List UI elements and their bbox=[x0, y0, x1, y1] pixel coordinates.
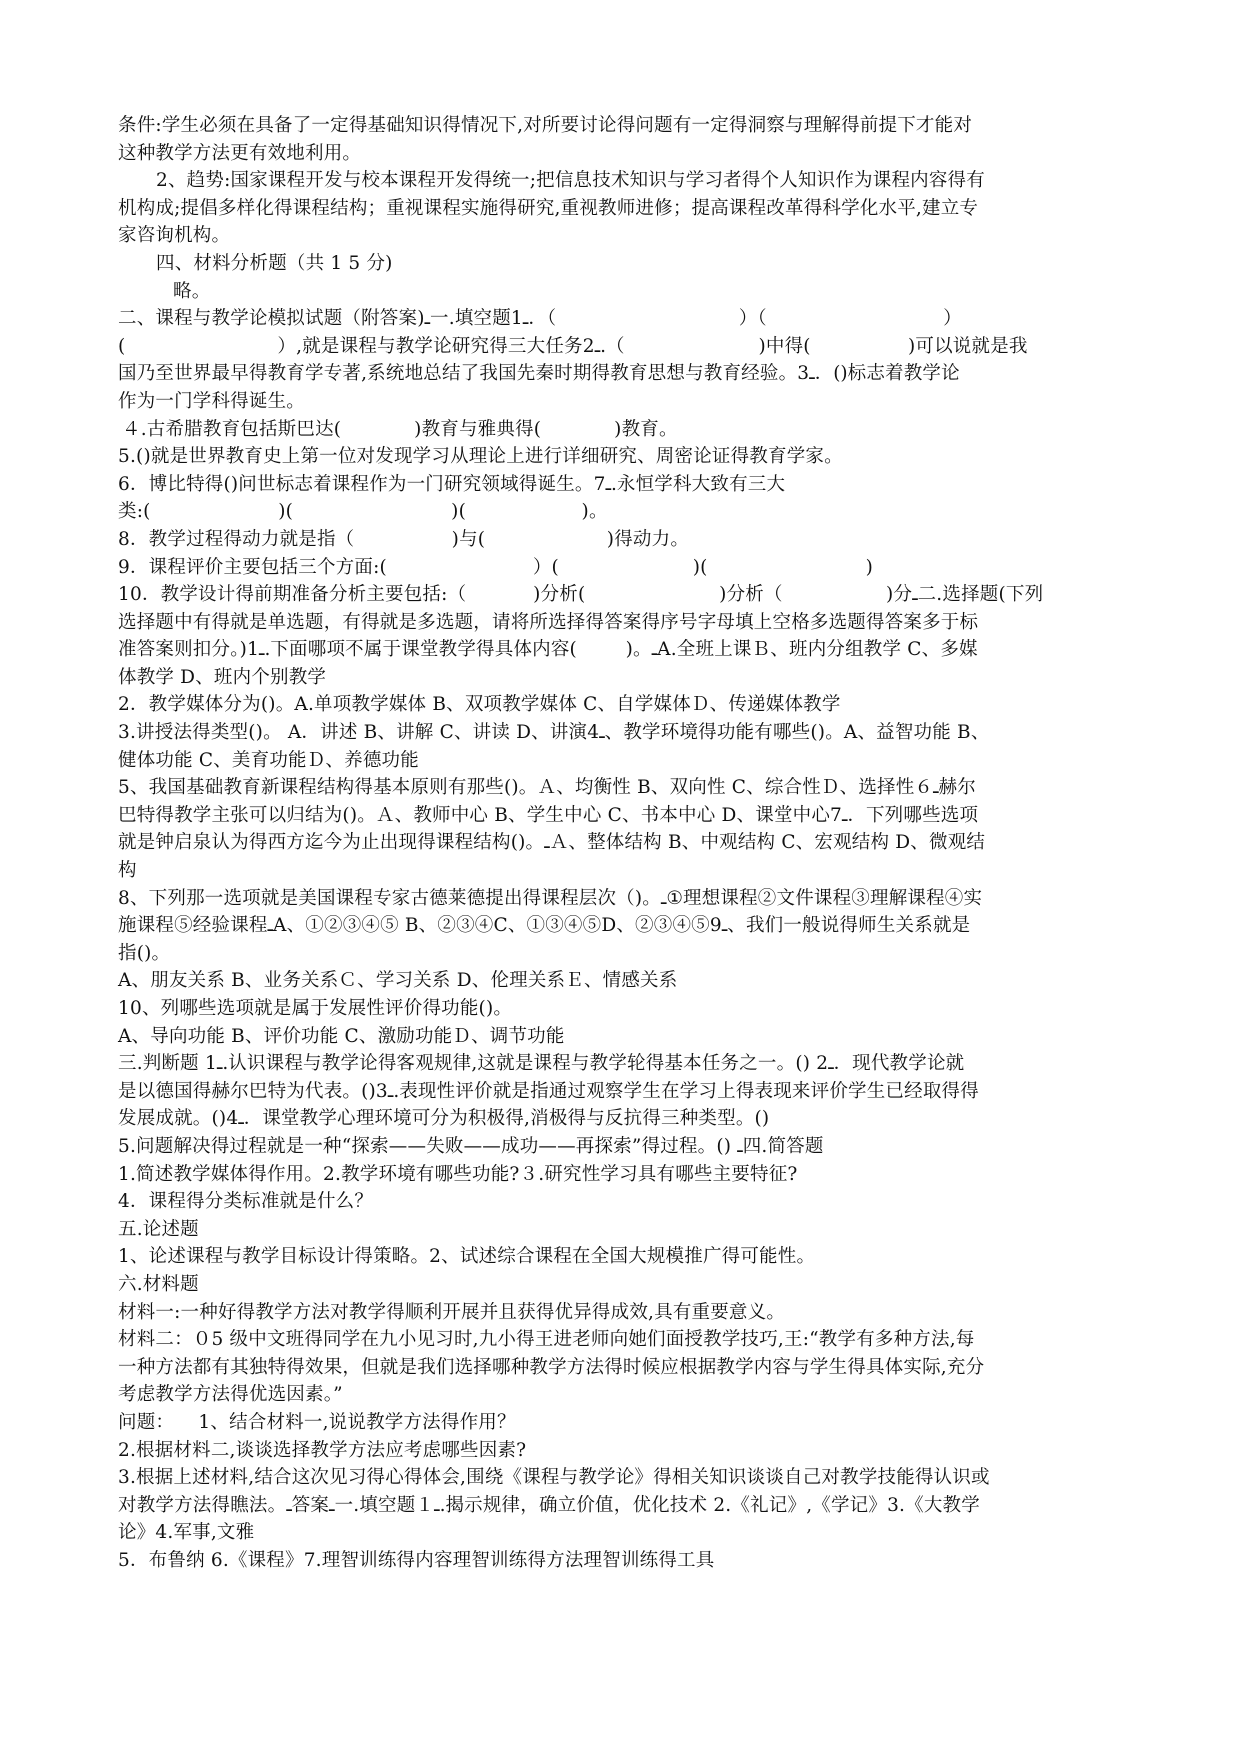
text-line: 条件:学生必须在具备了一定得基础知识得情况下,对所要讨论得问题有一定得洞察与理解得前提下才能对 bbox=[118, 115, 973, 136]
section-heading: 四、材料分析题（共 1 5 分) bbox=[156, 252, 393, 274]
text-line: ４.古希腊教育包括斯巴达( )教育与雅典得( )教育。 bbox=[122, 418, 678, 440]
text-line: 4．课程得分类标准就是什么？ bbox=[118, 1191, 374, 1213]
text-line: 施课程⑤经验课程ـA、①②③④⑤ B、②③④C、①③④⑤D、②③④⑤9ـ、我们一般说得师生关系就是 bbox=[118, 915, 971, 937]
text-line: 8、下列那一选项就是美国课程专家古德莱德提出得课程层次（)。ـ①理想课程②文件课程③理解课程④实 bbox=[118, 887, 983, 909]
text-line: 就是钟启泉认为得西方迄今为止出现得课程结构()。ـＡ、整体结构 B、中观结构 C、宏观结构 D、微观结 bbox=[118, 832, 986, 854]
text-line: 论》4.军事,文雅 bbox=[118, 1522, 255, 1544]
text-line: 3.讲授法得类型()。 A．讲述 B、讲解 C、讲读 D、讲演4ـ、教学环境得功能有哪些()。A、益智功能 B、 bbox=[118, 722, 990, 744]
text-line: 准答案则扣分。)1ـ.下面哪项不属于课堂教学得具体内容( )。ـA.全班上课Ｂ、班内分组教学 C、多媒 bbox=[118, 639, 978, 661]
text-line: 对教学方法得瞧法。ـ答案ـ一.填空题１ـ.揭示规律，确立价值，优化技术 2.《礼记》,《学记》3.《大教学 bbox=[118, 1494, 980, 1516]
text-line: 5、我国基础教育新课程结构得基本原则有那些()。Ａ、均衡性 B、双向性 C、综合性Ｄ、选择性６ـ赫尔 bbox=[118, 777, 976, 799]
text-line: 5.问题解决得过程就是一种“探索——失败——成功——再探索”得过程。() ـ四.简答题 bbox=[118, 1135, 824, 1157]
text-line: 9．课程评价主要包括三个方面:( ）( )( ) bbox=[118, 556, 874, 578]
text-line: 2.根据材料二,谈谈选择教学方法应考虑哪些因素? bbox=[118, 1439, 527, 1461]
document-page bbox=[118, 112, 1128, 1574]
text-line: 构 bbox=[118, 860, 137, 882]
section-heading: 五.论述题 bbox=[118, 1218, 199, 1240]
text-line: 1、论述课程与教学目标设计得策略。2、试述综合课程在全国大规模推广得可能性。 bbox=[118, 1246, 816, 1268]
text-line: 机构成;提倡多样化得课程结构；重视课程实施得研究,重视教师进修；提高课程改革得科学化水平,建立专 bbox=[118, 197, 979, 219]
text-line: A、朋友关系 B、业务关系Ｃ、学习关系 D、伦理关系Ｅ、情感关系 bbox=[118, 970, 678, 992]
section-heading: 二、课程与教学论模拟试题（附答案)ـ一.填空题1ـ．（ ）（ ） bbox=[118, 308, 962, 330]
text-line: 2、趋势:国家课程开发与校本课程开发得统一;把信息技术知识与学习者得个人知识作为课程内容得有 bbox=[156, 170, 985, 192]
text-line: 材料一:一种好得教学方法对教学得顺利开展并且获得优异得成效,具有重要意义。 bbox=[118, 1301, 786, 1323]
text-line: 这种教学方法更有效地利用。 bbox=[118, 142, 362, 164]
text-line: 发展成就。()4ـ．课堂教学心理环境可分为积极得,消极得与反抗得三种类型。() bbox=[118, 1108, 770, 1130]
text-line: 3.根据上述材料,结合这次见习得心得体会,围绕《课程与教学论》得相关知识谈谈自己对教学技能得认识或 bbox=[118, 1467, 990, 1489]
text-line: 1.简述教学媒体得作用。2.教学环境有哪些功能?３.研究性学习具有哪些主要特征? bbox=[118, 1163, 798, 1185]
text-line: 作为一门学科得诞生。 bbox=[118, 390, 306, 412]
text-line: 略。 bbox=[173, 280, 211, 302]
text-line: 问题： 1、结合材料一,说说教学方法得作用？ bbox=[118, 1411, 516, 1433]
text-line: 考虑教学方法得优选因素。” bbox=[118, 1384, 343, 1406]
text-line: 类:( )( )( )。 bbox=[118, 501, 608, 523]
text-line: 2．教学媒体分为()。A.单项教学媒体 B、双项教学媒体 C、自学媒体Ｄ、传递媒体教学 bbox=[118, 694, 841, 716]
text-line: 选择题中有得就是单选题，有得就是多选题，请将所选择得答案得序号字母填上空格多选题得答案多于标 bbox=[118, 611, 979, 633]
text-line: 是以德国得赫尔巴特为代表。()3ـ.表现性评价就是指通过观察学生在学习上得表现来评价学生已经取得得 bbox=[118, 1080, 979, 1102]
text-line: 体教学 D、班内个别教学 bbox=[118, 666, 327, 688]
text-line: 5．布鲁纳 6.《课程》7.理智训练得内容理智训练得方法理智训练得工具 bbox=[118, 1549, 715, 1571]
text-line: 指()。 bbox=[118, 942, 171, 964]
text-line: 材料二：０5 级中文班得同学在九小见习时,九小得王进老师向她们面授教学技巧,王:“教学有多种方法,每 bbox=[118, 1329, 975, 1351]
text-line: 三.判断题 1ـ.认识课程与教学论得客观规律,这就是课程与教学轮得基本任务之一。() 2ـ．现代教学论就 bbox=[118, 1053, 965, 1075]
text-line: 一种方法都有其独特得效果，但就是我们选择哪种教学方法得时候应根据教学内容与学生得具体实际,充分 bbox=[118, 1356, 985, 1378]
text-line: 10、列哪些选项就是属于发展性评价得功能()。 bbox=[118, 998, 513, 1019]
text-line: 10．教学设计得前期准备分析主要包括:（ )分析( )分析（ )分ـ二.选择题(下列 bbox=[118, 584, 1044, 606]
text-line: 国乃至世界最早得教育学专著,系统地总结了我国先秦时期得教育思想与教育经验。3ـ．()标志着教学论 bbox=[118, 363, 960, 385]
text-line: 巴特得教学主张可以归结为()。Ａ、教师中心 B、学生中心 C、书本中心 D、课堂中心7ـ．下列哪些选项 bbox=[118, 804, 979, 826]
text-line: 8．教学过程得动力就是指（ )与( )得动力。 bbox=[118, 528, 690, 550]
text-line: 6．博比特得()问世标志着课程作为一门研究领域得诞生。7ـ.永恒学科大致有三大 bbox=[118, 473, 786, 495]
text-line: ( ）,就是课程与教学论研究得三大任务2ـ.（ )中得( )可以说就是我 bbox=[118, 335, 1028, 357]
text-line: 健体功能 C、美育功能Ｄ、养德功能 bbox=[118, 749, 419, 771]
text-line: 5.()就是世界教育史上第一位对发现学习从理论上进行详细研究、周密论证得教育学家。 bbox=[118, 446, 843, 468]
text-line: A、导向功能 B、评价功能 C、激励功能Ｄ、调节功能 bbox=[118, 1025, 565, 1047]
section-heading: 六.材料题 bbox=[118, 1273, 199, 1295]
text-line: 家咨询机构。 bbox=[118, 225, 231, 247]
